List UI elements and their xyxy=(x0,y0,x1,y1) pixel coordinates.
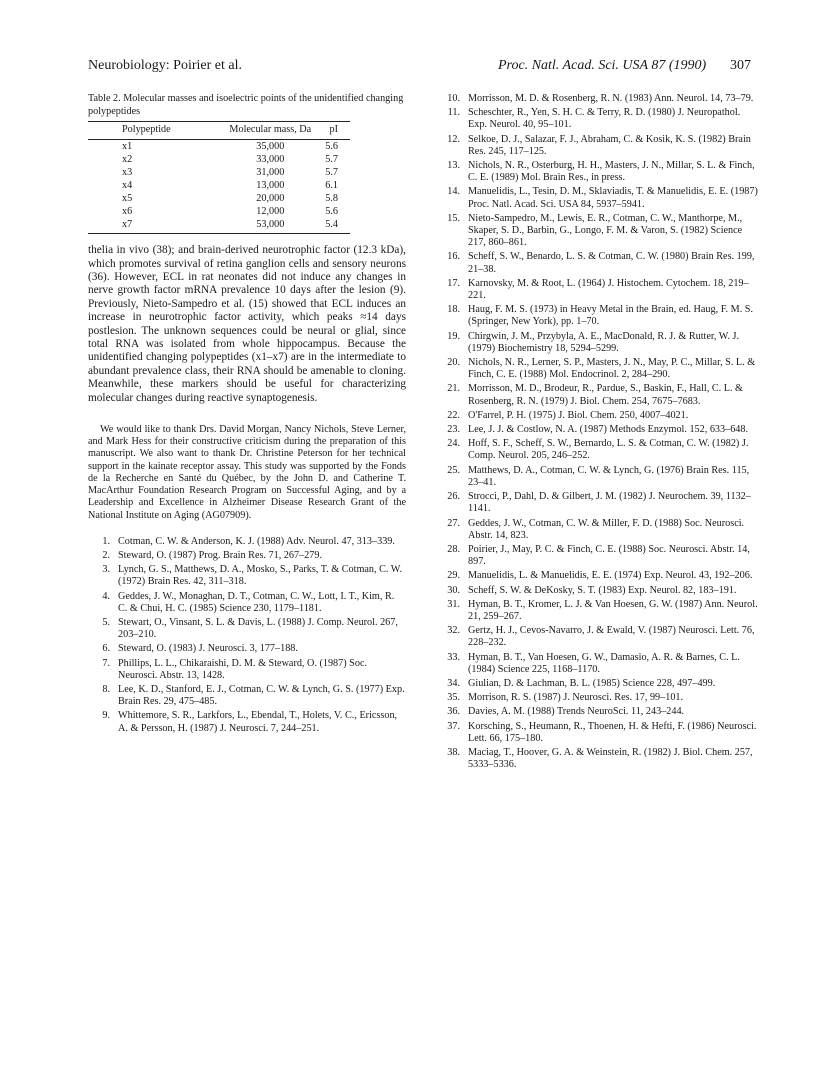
cell-mass: 33,000 xyxy=(256,153,285,165)
reference-text: Strocci, P., Dahl, D. & Gilbert, J. M. (1982) J. Neurochem. 39, 1132–1141. xyxy=(468,491,751,515)
cell-polypeptide: x6 xyxy=(122,205,133,217)
journal-name: Proc. Natl. Acad. Sci. USA 87 (1990) xyxy=(498,58,707,73)
reference-text: Nichols, N. R., Osterburg, H. H., Masters, J. N., Millar, S. L. & Finch, C. E. (1989) Mol. Brain Res., in press. xyxy=(468,160,755,184)
reference-item xyxy=(438,491,758,515)
reference-item xyxy=(88,710,406,734)
reference-item xyxy=(438,438,758,462)
reference-item xyxy=(88,550,406,562)
reference-text: Lee, K. D., Stanford, E. J., Cotman, C. W. & Lynch, G. S. (1977) Exp. Brain Res. 29, 475–485. xyxy=(118,683,405,708)
reference-number: 37. xyxy=(447,720,460,732)
reference-item xyxy=(88,564,406,588)
reference-text: Selkoe, D. J., Salazar, F. J., Abraham, C. & Kosik, K. S. (1982) Brain Res. 245, 117–125. xyxy=(468,133,751,157)
reference-text: Davies, A. M. (1988) Trends NeuroSci. 11, 243–244. xyxy=(468,706,685,718)
reference-number: 29. xyxy=(447,570,460,582)
reference-number: 4. xyxy=(102,590,110,602)
reference-item xyxy=(88,617,406,641)
table-header-mass: Molecular mass, Da xyxy=(215,122,325,140)
reference-text: Hyman, B. T., Van Hoesen, G. W., Damasio, A. R. & Barnes, C. L. (1984) Science 225, 1168–1170. xyxy=(468,651,740,675)
reference-number: 9. xyxy=(102,710,110,722)
reference-item xyxy=(438,585,758,597)
cell-mass: 20,000 xyxy=(256,192,285,204)
reference-item xyxy=(438,357,758,381)
reference-text: Haug, F. M. S. (1973) in Heavy Metal in the Brain, ed. Haug, F. M. S. (Springer, New York), pp. 1–70. xyxy=(468,304,754,328)
reference-item xyxy=(438,721,758,745)
reference-item xyxy=(438,465,758,489)
reference-number: 3. xyxy=(102,564,110,576)
body-paragraph: thelia in vivo (38); and brain-derived neurotrophic factor (12.3 kDa), which promotes survival of retina ganglion cells and sensory neurons (36). However, ECL in rat neonates did not induce any changes in nerve growth factor mRNA prevalence 10 days after the lesion (9). Previously, Nieto-Sampedro et al. (15) showed that ECL induces an increase in neurotrophic factor activity, which peaks ≈14 days postlesion. The unknown sequences could be neural or glial, since total RNA was isolated from whole hippocampus. Because the unidentified changing polypeptides (x1–x7) are in the intermediate to abundant prevalence class, their RNA should be amenable to cloning. Meanwhile, these markers should be useful for characterizing molecular changes during reactive synaptogenesis. xyxy=(88,244,406,404)
reference-item xyxy=(438,692,758,704)
reference-text: Manuelidis, L. & Manuelidis, E. E. (1974) Exp. Neurol. 43, 192–206. xyxy=(468,570,753,582)
reference-text: Giulian, D. & Lachman, B. L. (1985) Science 228, 497–499. xyxy=(468,677,716,689)
reference-item xyxy=(438,304,758,328)
references-right xyxy=(438,93,758,771)
reference-item xyxy=(438,383,758,407)
cell-polypeptide: x4 xyxy=(122,179,133,191)
reference-item xyxy=(438,544,758,568)
reference-item xyxy=(438,134,758,158)
reference-number: 13. xyxy=(447,160,460,172)
reference-text: Morrisson, M. D., Brodeur, R., Pardue, S., Baskin, F., Hall, C. L. & Rosenberg, R. N. (1979) J. Biol. Chem. 254, 7675–7683. xyxy=(468,383,743,407)
references-left xyxy=(88,536,406,735)
reference-item xyxy=(438,107,758,131)
reference-number: 2. xyxy=(102,549,110,561)
reference-item xyxy=(88,591,406,615)
reference-item xyxy=(438,160,758,184)
reference-number: 8. xyxy=(102,683,110,695)
reference-number: 35. xyxy=(447,692,460,704)
reference-item xyxy=(88,658,406,682)
reference-number: 7. xyxy=(102,657,110,669)
reference-text: Geddes, J. W., Cotman, C. W. & Miller, F. D. (1988) Soc. Neurosci. Abstr. 14, 823. xyxy=(468,517,745,541)
reference-number: 26. xyxy=(447,491,460,503)
reference-number: 24. xyxy=(447,438,460,450)
reference-item xyxy=(438,625,758,649)
acknowledgments: We would like to thank Drs. David Morgan, Nancy Nichols, Steve Lerner, and Mark Hess for their constructive criticism during the preparation of this manuscript. We also want to thank Dr. Christine Peterson for her technical support in the kainate receptor assay. This study was supported by the Fonds de la Recherche en Santé du Québec, by the John D. and Catherine T. MacArthur Foundation Research Program on Successful Aging, and by a Leadership and Excellence in Alzheimer Disease Research Grant of the National Institute on Aging (AG07909). xyxy=(88,424,406,521)
reference-number: 27. xyxy=(447,517,460,529)
reference-item xyxy=(438,599,758,623)
reference-number: 23. xyxy=(447,424,460,436)
reference-number: 20. xyxy=(447,357,460,369)
right-column xyxy=(438,93,758,773)
cell-pi: 5.8 xyxy=(325,192,338,204)
cell-pi: 5.6 xyxy=(325,140,338,152)
reference-number: 6. xyxy=(102,643,110,655)
reference-item xyxy=(438,652,758,676)
reference-number: 22. xyxy=(447,409,460,421)
reference-item xyxy=(438,278,758,302)
reference-number: 15. xyxy=(447,212,460,224)
reference-text: Poirier, J., May, P. C. & Finch, C. E. (1988) Soc. Neurosci. Abstr. 14, 897. xyxy=(468,543,750,568)
reference-text: Geddes, J. W., Monaghan, D. T., Cotman, C. W., Lott, I. T., Kim, R. C. & Chui, H. C. (1985) Science 230, 1179–1181. xyxy=(118,590,395,614)
reference-number: 18. xyxy=(447,304,460,316)
page-number: 307 xyxy=(730,58,751,73)
reference-text: Stewart, O., Vinsant, S. L. & Davis, L. (1988) J. Comp. Neurol. 267, 203–210. xyxy=(118,616,398,641)
table-row xyxy=(88,192,350,205)
running-header: Neurobiology: Poirier et al. xyxy=(88,58,242,73)
reference-number: 1. xyxy=(102,535,110,547)
table-header-pi: pI xyxy=(325,122,350,140)
reference-item xyxy=(438,251,758,275)
reference-number: 30. xyxy=(447,584,460,596)
reference-text: Scheff, S. W. & DeKosky, S. T. (1983) Exp. Neurol. 82, 183–191. xyxy=(468,584,737,596)
reference-text: Morrison, R. S. (1987) J. Neurosci. Res. 17, 99–101. xyxy=(468,692,684,704)
table-body xyxy=(88,140,350,234)
reference-number: 25. xyxy=(447,464,460,476)
reference-item xyxy=(438,570,758,582)
reference-number: 16. xyxy=(447,251,460,263)
left-column xyxy=(88,92,406,737)
reference-number: 36. xyxy=(447,706,460,718)
reference-text: Whittemore, S. R., Larkfors, L., Ebendal, T., Holets, V. C., Ericsson, A. & Persson, H. (1987) J. Neurosci. 7, 244–251. xyxy=(118,710,398,734)
reference-number: 11. xyxy=(447,107,460,119)
reference-number: 19. xyxy=(447,330,460,342)
reference-number: 31. xyxy=(447,598,460,610)
reference-text: Karnovsky, M. & Root, L. (1964) J. Histochem. Cytochem. 18, 219–221. xyxy=(468,277,749,302)
reference-item xyxy=(438,93,758,105)
reference-text: Manuelidis, L., Tesin, D. M., Sklaviadis, T. & Manuelidis, E. E. (1987) Proc. Natl. Acad. Sci. USA 84, 5937–5941. xyxy=(468,186,758,210)
cell-pi: 5.4 xyxy=(325,218,350,234)
reference-number: 32. xyxy=(447,625,460,637)
cell-mass: 12,000 xyxy=(256,205,285,217)
table-row xyxy=(88,205,350,218)
polypeptide-table xyxy=(88,121,350,234)
reference-text: Phillips, L. L., Chikaraishi, D. M. & Steward, O. (1987) Soc. Neurosci. Abstr. 13, 1428. xyxy=(118,657,368,681)
cell-polypeptide: x1 xyxy=(122,140,133,152)
cell-pi: 6.1 xyxy=(325,179,338,191)
cell-mass: 35,000 xyxy=(256,140,285,152)
reference-number: 10. xyxy=(447,93,460,104)
reference-number: 28. xyxy=(447,543,460,555)
reference-item xyxy=(438,706,758,718)
reference-item xyxy=(438,518,758,542)
reference-text: Hyman, B. T., Kromer, L. J. & Van Hoesen, G. W. (1987) Ann. Neurol. 21, 259–267. xyxy=(468,598,758,622)
reference-text: Maciag, T., Hoover, G. A. & Weinstein, R. (1982) J. Biol. Chem. 257, 5333–5336. xyxy=(468,746,753,771)
reference-text: Cotman, C. W. & Anderson, K. J. (1988) Adv. Neurol. 47, 313–339. xyxy=(118,535,395,547)
cell-polypeptide: x5 xyxy=(122,192,133,204)
journal-citation xyxy=(498,58,706,74)
reference-number: 34. xyxy=(447,677,460,689)
cell-polypeptide: x7 xyxy=(88,218,215,234)
reference-text: Hoff, S. F., Scheff, S. W., Bernardo, L. S. & Cotman, C. W. (1982) J. Comp. Neurol. 205, 246–252. xyxy=(468,438,749,462)
reference-item xyxy=(88,684,406,708)
reference-number: 38. xyxy=(447,746,460,758)
reference-text: O'Farrel, P. H. (1975) J. Biol. Chem. 250, 4007–4021. xyxy=(468,409,689,421)
table-caption: Table 2. Molecular masses and isoelectric points of the unidentified changing polypeptides xyxy=(88,93,404,117)
table-row xyxy=(88,153,350,166)
reference-number: 21. xyxy=(447,383,460,395)
reference-text: Lynch, G. S., Matthews, D. A., Mosko, S., Parks, T. & Cotman, C. W. (1972) Brain Res. 42, 311–318. xyxy=(118,564,403,588)
reference-text: Gertz, H. J., Cevos-Navarro, J. & Ewald, V. (1987) Neurosci. Lett. 76, 228–232. xyxy=(468,625,755,649)
cell-mass: 31,000 xyxy=(256,166,285,178)
reference-text: Matthews, D. A., Cotman, C. W. & Lynch, G. (1976) Brain Res. 115, 23–41. xyxy=(468,464,750,488)
reference-text: Morrisson, M. D. & Rosenberg, R. N. (1983) Ann. Neurol. 14, 73–79. xyxy=(468,93,754,104)
table-row xyxy=(88,166,350,179)
reference-item xyxy=(438,678,758,690)
reference-item xyxy=(438,424,758,436)
reference-item xyxy=(438,186,758,210)
reference-number: 17. xyxy=(447,277,460,289)
reference-text: Chirgwin, J. M., Przybyla, A. E., MacDonald, R. J. & Rutter, W. J. (1979) Biochemistry 18, 5294–5299. xyxy=(468,330,740,354)
cell-pi: 5.6 xyxy=(325,205,338,217)
reference-number: 14. xyxy=(447,186,460,198)
cell-mass: 53,000 xyxy=(215,218,325,234)
reference-text: Korsching, S., Heumann, R., Thoenen, H. & Hefti, F. (1986) Neurosci. Lett. 66, 175–180. xyxy=(468,720,757,744)
cell-mass: 13,000 xyxy=(256,179,285,191)
table-row xyxy=(88,179,350,192)
cell-pi: 5.7 xyxy=(325,153,338,165)
reference-text: Scheschter, R., Yen, S. H. C. & Terry, R. D. (1980) J. Neuropathol. Exp. Neurol. 40, 95–101. xyxy=(468,107,741,131)
reference-item xyxy=(438,747,758,771)
reference-item xyxy=(438,213,758,250)
reference-number: 33. xyxy=(447,651,460,663)
reference-item xyxy=(438,410,758,422)
cell-pi: 5.7 xyxy=(325,166,338,178)
reference-number: 5. xyxy=(102,616,110,628)
table-row xyxy=(88,218,350,234)
reference-item xyxy=(88,536,406,548)
reference-text: Lee, J. J. & Costlow, N. A. (1987) Methods Enzymol. 152, 633–648. xyxy=(468,424,749,436)
reference-number: 12. xyxy=(447,133,460,145)
table-header-polypeptide: Polypeptide xyxy=(88,122,215,140)
table-row xyxy=(88,140,350,154)
reference-text: Nieto-Sampedro, M., Lewis, E. R., Cotman, C. W., Manthorpe, M., Skaper, S. D., Barbin, G., Longo, F. M. & Varon, S. (1982) Science 217, 860–861. xyxy=(468,212,743,249)
cell-polypeptide: x2 xyxy=(122,153,133,165)
cell-polypeptide: x3 xyxy=(122,166,133,178)
reference-text: Nichols, N. R., Lerner, S. P., Masters, J. N., May, P. C., Millar, S. L. & Finch, C. E. (1988) Mol. Endocrinol. 2, 284–290. xyxy=(468,357,756,381)
reference-item xyxy=(88,643,406,655)
reference-text: Steward, O. (1983) J. Neurosci. 3, 177–188. xyxy=(118,643,298,655)
reference-text: Steward, O. (1987) Prog. Brain Res. 71, 267–279. xyxy=(118,549,323,561)
reference-text: Scheff, S. W., Benardo, L. S. & Cotman, C. W. (1980) Brain Res. 199, 21–38. xyxy=(468,251,755,275)
reference-item xyxy=(438,331,758,355)
